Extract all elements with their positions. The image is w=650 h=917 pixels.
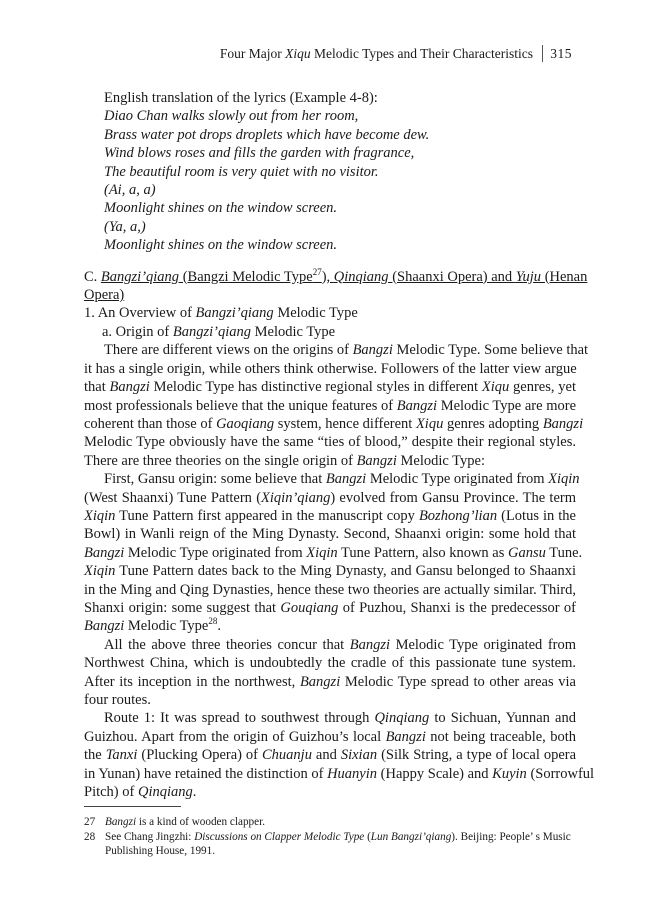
footnote-divider [84,806,181,807]
footnote-ref[interactable]: 27 [312,266,322,277]
lyrics-heading: English translation of the lyrics (Example 4-8): [104,90,378,106]
lyric-line: Moonlight shines on the window screen. [104,200,338,217]
subheading-origin: a. Origin of Bangzi’qiang Melodic Type [102,323,336,340]
page-number: 315 [550,46,572,61]
lyric-line: (Ai, a, a) [104,182,156,199]
footnote-ref[interactable]: 28 [208,616,218,627]
paragraph-route-1: Route 1: It was spread to southwest through Qinqiang to Sichuan, Yunnan and Guizhou. Apart from the origin of Guizhou’s local Bangzi not being traceable, both the Tanxi (Plucking Opera) of Chuanju and Sixian (Silk String, a type of local opera in Yunan) have retained the distinction of Huanyin (Happy Scale) and Kuyin (Sorrowful Pitch) of Qinqiang. [84,710,595,801]
header-divider [542,45,543,62]
lyric-line: Brass water pot drops droplets which have become dew. [104,126,430,143]
footnotes [84,815,576,859]
paragraph-theories: First, Gansu origin: some believe that Bangzi Melodic Type originated from Xiqin (West Shaanxi) Tune Pattern (Xiqin’qiang) evolved from Gansu Province. The term Xiqin Tune Pattern first appeared in the manuscript copy Bozhong’lian (Lotus in the Bowl) in Wanli reign of the Ming Dynasty. Second, Shaanxi origin: some hold that Bangzi Melodic Type originated from Xiqin Tune Pattern, also known as Gansu Tune. Xiqin Tune Pattern dates back to the Ming Dynasty, and Gansu belonged to Shaanxi in the Ming and Qing Dynasties, hence these two theories are actually similar. Third, Shanxi origin: some suggest that Gouqiang of Puzhou, Shanxi is the predecessor of Bangzi Melodic Type$^{28}$. [84,471,583,635]
subheading-overview: 1. An Overview of Bangzi’qiang Melodic Type [84,305,358,322]
paragraph-northwest: All the above three theories concur that Bangzi Melodic Type originated from Northwest China, which is undoubtedly the cradle of this passionate tune system. After its inception in the northwest, Bangzi Melodic Type spread to other areas via four routes. [84,636,577,708]
main-text [84,89,595,801]
footnote-number: 28 [84,830,96,843]
footnote-28: 28 See Chang Jingzhi: Discussions on Clapper Melodic Type (Lun Bangzi’qiang). Beijing: People’ s Music Publishing House, 1991. [84,830,571,858]
lyric-line: Moonlight shines on the window screen. [104,237,338,254]
running-header [0,46,650,66]
footnote-number: 27 [84,816,96,828]
running-title [220,46,533,62]
section-heading-cont: Opera) [84,287,125,304]
paragraph-origins: There are different views on the origins of Bangzi Melodic Type. Some believe that it has a single origin, while others think otherwise. Followers of the latter view argue that Bangzi Melodic Type has distinctive regional styles in different Xiqu genres, yet most professionals believe that the unique features of Bangzi Melodic Type are more coherent than those of Gaoqiang system, hence different Xiqu genres adopting Bangzi Melodic Type obviously have the same “ties of blood,” despite their regional styles. There are three theories on the single origin of Bangzi Melodic Type: [84,342,589,469]
spacer [84,255,576,268]
lyric-line: The beautiful room is very quiet with no visitor. [104,163,379,180]
lyric-line: Diao Chan walks slowly out from her room, [104,108,359,125]
lyric-line: (Ya, a,) [104,218,146,235]
lyric-line: Wind blows roses and fills the garden with fragrance, [104,145,415,162]
running-title-text: Four Major Xiqu Melodic Types and Their Characteristics [219,46,533,61]
section-heading: C. Bangzi’qiang (Bangzi Melodic Type$^{27}$), Qinqiang (Shaanxi Opera) and Yuju (Henan [84,266,588,285]
footnote-27: 27 Bangzi is a kind of wooden clapper. [84,816,266,828]
